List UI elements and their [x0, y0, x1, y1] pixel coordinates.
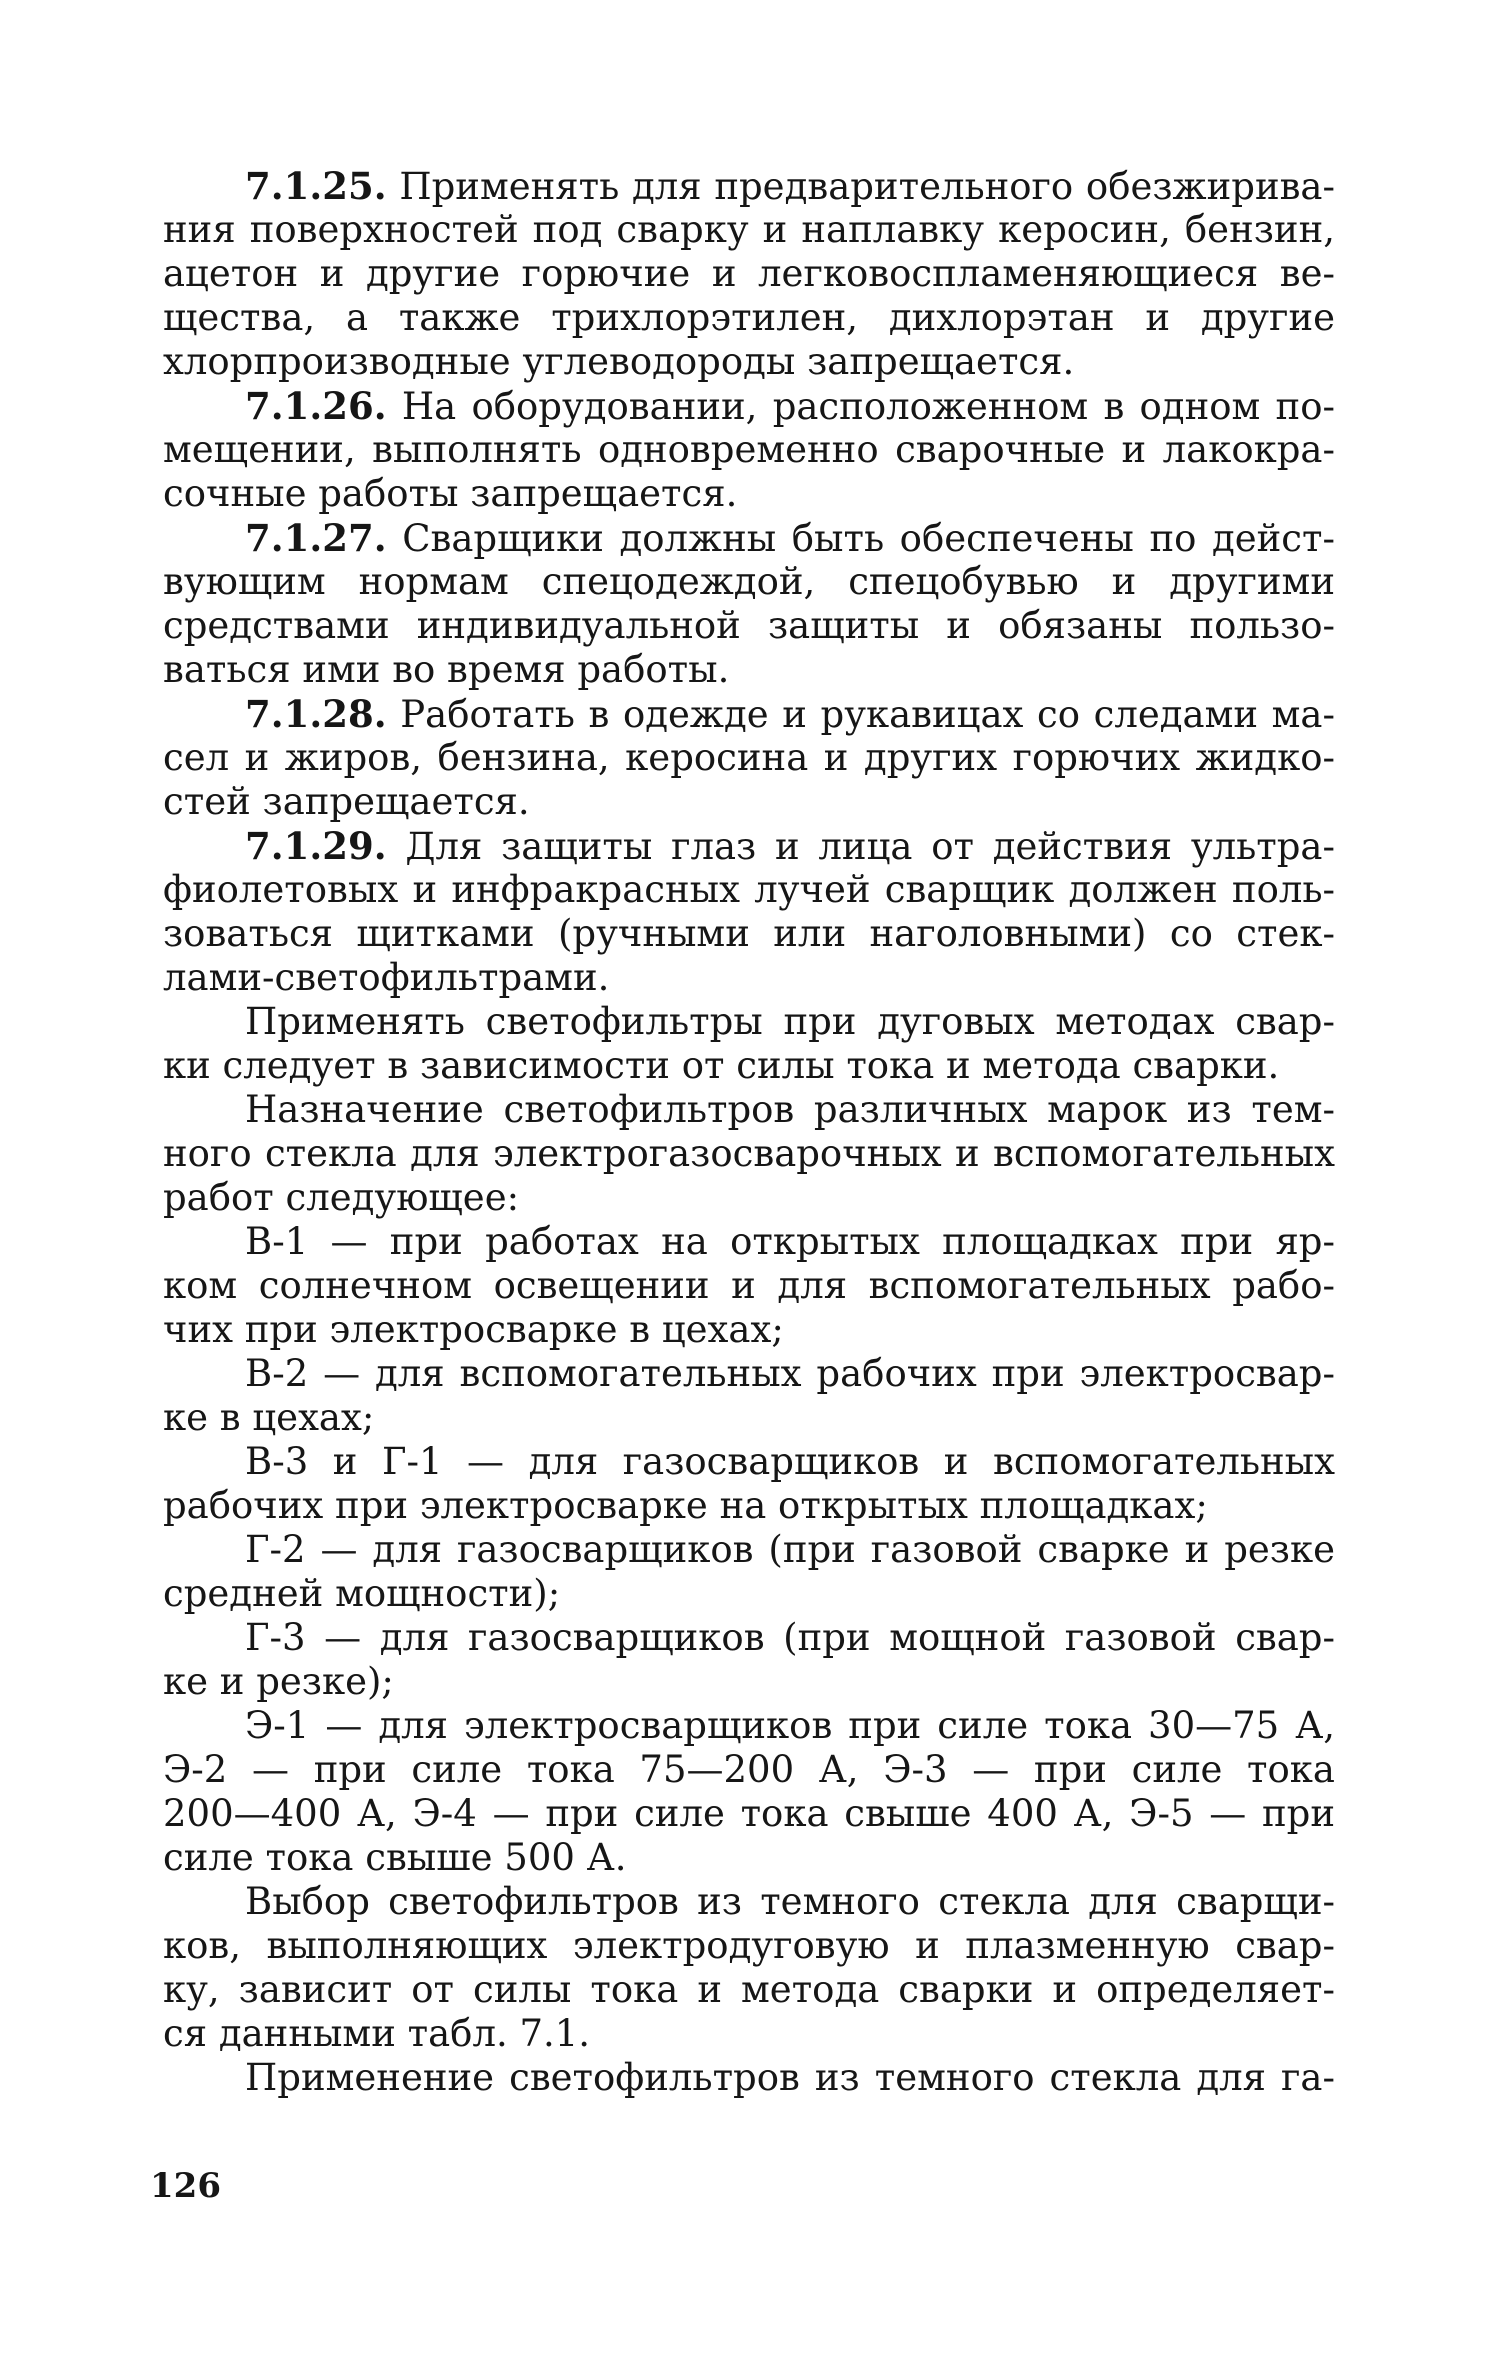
paragraph-7-1-28 [163, 692, 1335, 824]
text-line: ков, выполняющих электродуговую и плазменную свар- [163, 1924, 1335, 1967]
clause-number: 7.1.26. [245, 384, 387, 428]
text-line: 7.1.27. Сварщики должны быть обеспечены по дейст- [245, 516, 1335, 560]
text-line: ке и резке); [163, 1660, 394, 1703]
text-line: Назначение светофильтров различных марок из тем- [245, 1088, 1335, 1131]
paragraph-filters-application [163, 2056, 1335, 2100]
paragraph-filter-g2 [163, 1528, 1335, 1616]
text-line: средней мощности); [163, 1572, 561, 1615]
text-line: 7.1.28. Работать в одежде и рукавицах со следами ма- [245, 692, 1335, 736]
text-line: 7.1.25. Применять для предварительного обезжирива- [245, 164, 1335, 208]
text-line: В-2 — для вспомогательных рабочих при электросвар- [245, 1352, 1335, 1395]
text-line: ваться ими во время работы. [163, 648, 730, 691]
text-line: хлорпроизводные углеводороды запрещается. [163, 340, 1075, 383]
paragraph-7-1-27 [163, 516, 1335, 692]
text-line: ния поверхностей под сварку и наплавку керосин, бензин, [163, 208, 1335, 251]
text-line: 7.1.26. На оборудовании, расположенном в одном по- [245, 384, 1335, 428]
clause-number: 7.1.28. [245, 692, 387, 736]
text-line: Г-2 — для газосварщиков (при газовой сварке и резке [245, 1528, 1335, 1571]
text-line: фиолетовых и инфракрасных лучей сварщик должен поль- [163, 868, 1335, 911]
paragraph-filters-selection [163, 1880, 1335, 2056]
body-text [163, 164, 1335, 2100]
text-line: зоваться щитками (ручными или наголовными) со стек- [163, 912, 1335, 955]
text-line: ку, зависит от силы тока и метода сварки и определяет- [163, 1968, 1335, 2011]
paragraph-7-1-25 [163, 164, 1335, 384]
paragraph-7-1-26 [163, 384, 1335, 516]
text-line: Г-3 — для газосварщиков (при мощной газовой свар- [245, 1616, 1335, 1659]
text-line: Выбор светофильтров из темного стекла для сварщи- [245, 1880, 1335, 1923]
text-line: 7.1.29. Для защиты глаз и лица от действия ультра- [245, 824, 1335, 868]
text-line: работ следующее: [163, 1176, 520, 1219]
text-line: ки следует в зависимости от силы тока и метода сварки. [163, 1044, 1280, 1087]
text-line: стей запрещается. [163, 780, 530, 823]
text-line: ся данными табл. 7.1. [163, 2012, 591, 2055]
text-line: Э-2 — при силе тока 75—200 А, Э-3 — при силе тока [163, 1748, 1335, 1791]
text-line: Применять светофильтры при дуговых методах свар- [245, 1000, 1335, 1043]
text-line: ком солнечном освещении и для вспомогательных рабо- [163, 1264, 1335, 1307]
text-line: силе тока свыше 500 А. [163, 1836, 627, 1879]
text-line: Применение светофильтров из темного стекла для га- [245, 2056, 1335, 2099]
page-number: 126 [150, 2166, 221, 2206]
paragraph-filter-v3-g1 [163, 1440, 1335, 1528]
text-line: мещении, выполнять одновременно сварочные и лакокра- [163, 428, 1335, 471]
text-line: ацетон и другие горючие и легковоспламеняющиеся ве- [163, 252, 1335, 295]
text-line: ке в цехах; [163, 1396, 375, 1439]
paragraph-filter-v1 [163, 1220, 1335, 1352]
text-line: сочные работы запрещается. [163, 472, 738, 515]
text-line: вующим нормам спецодеждой, спецобувью и другими [163, 560, 1335, 603]
text-line: В-1 — при работах на открытых площадках при яр- [245, 1220, 1335, 1263]
clause-number: 7.1.27. [245, 516, 387, 560]
paragraph-filter-g3 [163, 1616, 1335, 1704]
paragraph-filters-purpose [163, 1088, 1335, 1220]
text-line: чих при электросварке в цехах; [163, 1308, 784, 1351]
clause-number: 7.1.25. [245, 164, 387, 208]
text-line: В-3 и Г-1 — для газосварщиков и вспомогательных [245, 1440, 1335, 1483]
paragraph-filters-usage [163, 1000, 1335, 1088]
text-line: средствами индивидуальной защиты и обязаны пользо- [163, 604, 1335, 647]
paragraph-7-1-29 [163, 824, 1335, 1000]
paragraph-filter-e-series [163, 1704, 1335, 1880]
text-line: ного стекла для электрогазосварочных и вспомогательных [163, 1132, 1335, 1175]
paragraph-filter-v2 [163, 1352, 1335, 1440]
text-line: Э-1 — для электросварщиков при силе тока 30—75 А, [245, 1704, 1335, 1747]
clause-number: 7.1.29. [245, 824, 387, 868]
text-line: лами-светофильтрами. [163, 956, 610, 999]
text-line: щества, а также трихлорэтилен, дихлорэтан и другие [163, 296, 1335, 339]
text-line: рабочих при электросварке на открытых площадках; [163, 1484, 1208, 1527]
text-line: 200—400 А, Э-4 — при силе тока свыше 400 А, Э-5 — при [163, 1792, 1335, 1835]
text-line: сел и жиров, бензина, керосина и других горючих жидко- [163, 736, 1335, 779]
